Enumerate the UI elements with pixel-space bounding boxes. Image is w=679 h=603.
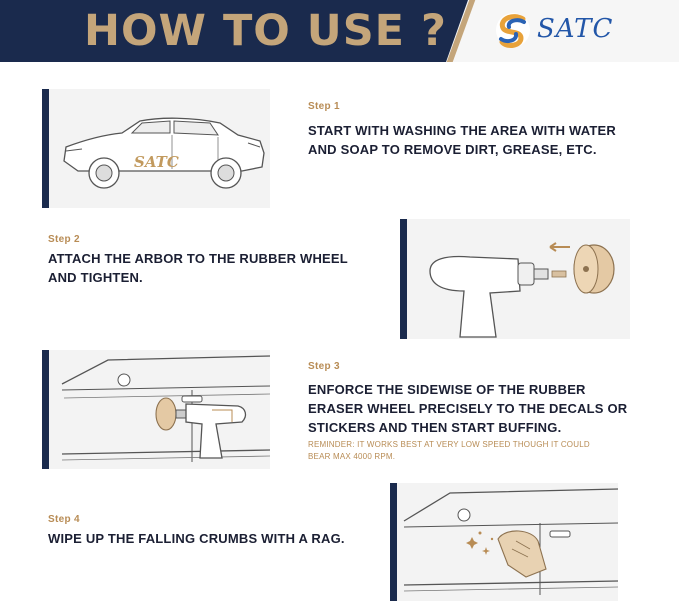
step-2-illustration (400, 219, 630, 339)
step-3-reminder: REMINDER: IT WORKS BEST AT VERY LOW SPEED THOUGH IT COULD BEAR MAX 4000 RPM. (308, 440, 590, 461)
step-4-text: WIPE UP THE FALLING CRUMBS WITH A RAG. (48, 531, 345, 546)
step-3-illustration (42, 350, 270, 469)
step-1-illustration (42, 89, 270, 208)
car-decal-text: SATC (134, 153, 179, 171)
step-2-label: Step 2 (48, 234, 80, 245)
step-3-text: ENFORCE THE SIDEWISE OF THE RUBBER ERASER WHEEL PRECISELY TO THE DECALS OR STICKERS AND THEN START BUFFING. (308, 382, 628, 435)
step-4-label: Step 4 (48, 514, 80, 525)
step-4-illustration (390, 483, 618, 601)
page-title: HOW TO USE ? (84, 6, 447, 56)
drill-and-wheel-illustration (400, 219, 630, 339)
brand-logo-text: SATC (537, 14, 614, 44)
step-2-text: ATTACH THE ARBOR TO THE RUBBER WHEEL AND TIGHTEN. (48, 251, 348, 285)
car-side-buffing-illustration (42, 350, 270, 469)
satc-logo-icon (493, 10, 533, 50)
step-1-text: START WITH WASHING THE AREA WITH WATER AND SOAP TO REMOVE DIRT, GREASE, ETC. (308, 123, 617, 157)
step-1-label: Step 1 (308, 101, 340, 112)
sedan-car-illustration (42, 89, 270, 208)
car-wiping-rag-illustration (390, 483, 618, 601)
step-3-label: Step 3 (308, 361, 340, 372)
